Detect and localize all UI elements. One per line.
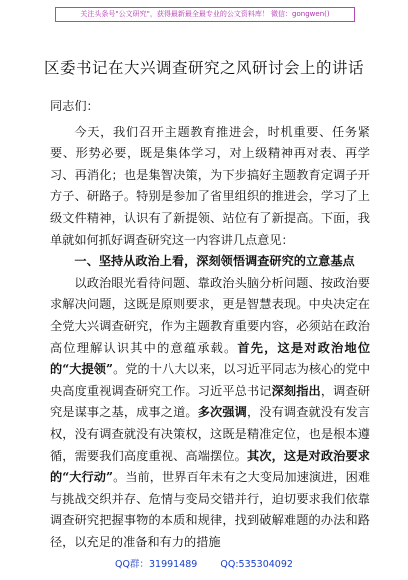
paragraph-text: ，调查研究是谋事之基，成事之道。 — [50, 383, 370, 420]
emphasis-text: 多次强调 — [197, 405, 247, 420]
document-title: 区委书记在大兴调查研究之风研讨会上的讲话 — [43, 59, 364, 77]
document-body — [50, 92, 370, 553]
emphasis-text: 深刻指出 — [271, 383, 321, 398]
paragraph-text: ，没有调查就没有发言权，没有调查就没有决策权，这既是精准定位，也是根本遵循，需要我们高度重视、高端摆位。 — [50, 405, 370, 463]
qq-text: QQ:535304092 — [220, 559, 293, 570]
paragraph-intro: 今天，我们召开主题教育推进会，时机重要、任务紧要、形势必要，既是集体学习，对上级精神再对表、再学习、再消化；也是集智决策，为下步搞好主题教育定调子开方子、研路子。特别是参加了省里组织的推进会，学习了上级文件精神，认识有了新提领、站位有了新提高。下面，我单就如何抓好调查研究这一内容讲几点意见： — [50, 124, 370, 247]
emphasis-text: 首先，这是对政治地位的“大提领” — [50, 340, 371, 377]
emphasis-text: 其次，这是对政治要求的“大行动” — [50, 448, 370, 485]
paragraph-section-1 — [50, 273, 370, 554]
section-heading-1: 一、坚持从政治上看，深刻领悟调查研究的立意基点 — [74, 254, 355, 269]
paragraph-text: 。当前，世界百年未有之大变局加速演进，困难与挑战交织并存、危情与变局交错并行，迫切要求我们依靠调查研究把握事物的本质和规律，找到破解难题的办法和路径，以充足的准备和有力的措施 — [50, 470, 371, 549]
paragraph-text: 以政治眼光看待问题、靠政治头脑分析问题、按政治要求解决问题，这既是原则要求，更是智慧表现。中央决定在全党大兴调查研究，作为主题教育重要内容，必须站在政治高位理解认识其中的意蕴承载。 — [50, 275, 370, 355]
page-footer — [0, 556, 408, 574]
salutation: 同志们： — [50, 99, 99, 113]
qq-group-text: QQ群：31991489 — [115, 559, 198, 570]
promo-banner: 关注头条号"公文研究"，获得最新最全最专业的公文资料库！ 微信：gongwen() — [55, 7, 355, 22]
paragraph-text: 。党的十八大以来，以习近平同志为核心的党中央高度重视调查研究工作。习近平总书记 — [50, 362, 371, 398]
